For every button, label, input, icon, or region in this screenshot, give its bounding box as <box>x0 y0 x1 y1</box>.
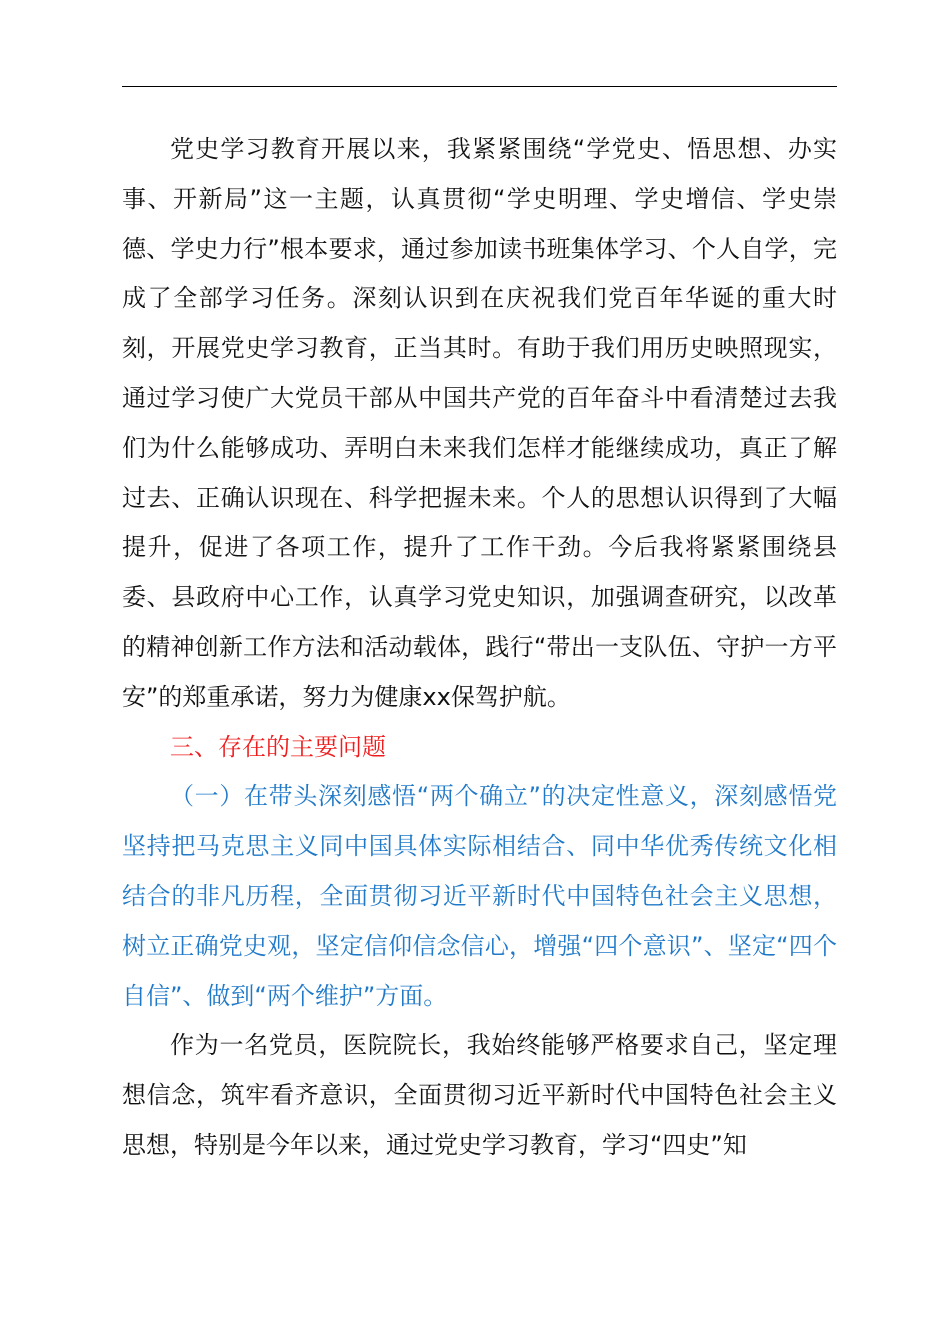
subsection-heading: （一）在带头深刻感悟“两个确立”的决定性意义，深刻感悟党坚持把马克思主义同中国具体实际相结合、同中华优秀传统文化相结合的非凡历程，全面贯彻习近平新时代中国特色社会主义思想，树立正确党史观，坚定信仰信念信心，增强“四个意识”、坚定“四个自信”、做到“两个维护”方面。 <box>122 782 837 1010</box>
section-heading: 三、存在的主要问题 <box>170 732 386 761</box>
body-paragraph-1: 党史学习教育开展以来，我紧紧围绕“学党史、悟思想、办实事、开新局”这一主题，认真贯彻“学史明理、学史增信、学史崇德、学史力行”根本要求，通过参加读书班集体学习、个人自学，完成了全部学习任务。深刻认识到在庆祝我们党百年华诞的重大时刻，开展党史学习教育，正当其时。有助于我们用历史映照现实，通过学习使广大党员干部从中国共产党的百年奋斗中看清楚过去我们为什么能够成功、弄明白未来我们怎样才能继续成功，真正了解过去、正确认识现在、科学把握未来。个人的思想认识得到了大幅提升，促进了各项工作，提升了工作干劲。今后我将紧紧围绕县委、县政府中心工作，认真学习党史知识，加强调查研究，以改革的精神创新工作方法和活动载体，践行“带出一支队伍、守护一方平安”的郑重承诺，努力为健康xx保驾护航。 <box>122 135 837 711</box>
body-paragraph-2: 作为一名党员，医院院长，我始终能够严格要求自己，坚定理想信念，筑牢看齐意识，全面贯彻习近平新时代中国特色社会主义思想，特别是今年以来，通过党史学习教育，学习“四史”知 <box>122 1031 837 1159</box>
header-rule <box>122 86 837 87</box>
document-body <box>122 125 837 1171</box>
